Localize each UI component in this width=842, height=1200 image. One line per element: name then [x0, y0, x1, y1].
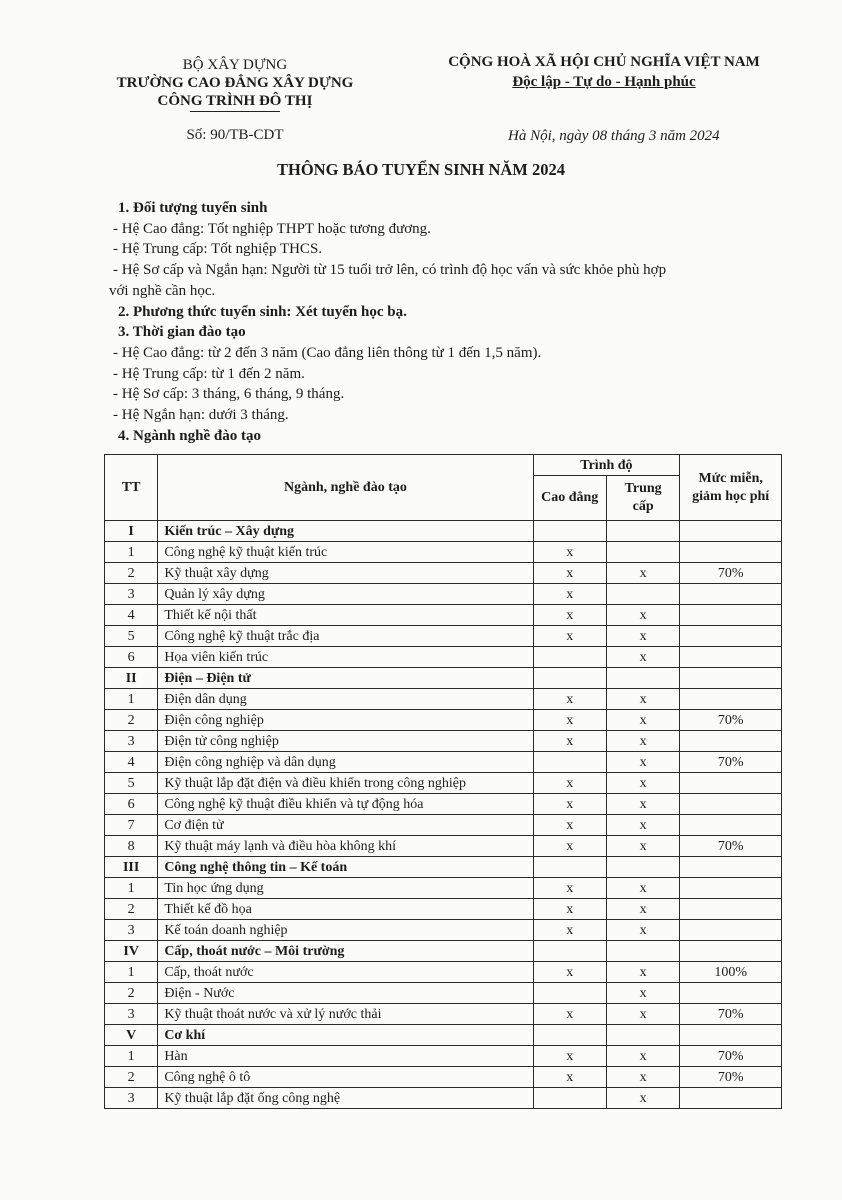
national-motto: Độc lập - Tự do - Hạnh phúc	[512, 74, 696, 90]
col-header-tc: Trung cấp	[606, 476, 679, 521]
row-number: 3	[105, 731, 158, 752]
row-number: 1	[105, 878, 158, 899]
body-line: - Hệ Ngắn hạn: dưới 3 tháng.	[113, 407, 289, 424]
program-name: Công nghệ kỹ thuật trắc địa	[158, 626, 533, 647]
tuition-discount	[680, 794, 782, 815]
table-row	[105, 542, 782, 563]
national-header	[404, 52, 804, 144]
group-name: Cơ khí	[158, 1025, 533, 1046]
table-row	[105, 689, 782, 710]
table-row	[105, 962, 782, 983]
table-row	[105, 1067, 782, 1088]
table-row	[105, 815, 782, 836]
tuition-discount	[680, 815, 782, 836]
college-level-mark: x	[533, 962, 606, 983]
row-number: 3	[105, 1004, 158, 1025]
tuition-discount	[680, 1088, 782, 1109]
intermediate-level-mark: x	[606, 920, 679, 941]
program-name: Thiết kế đồ họa	[158, 899, 533, 920]
tuition-discount	[680, 983, 782, 1004]
college-level-mark: x	[533, 878, 606, 899]
country-name: CỘNG HOÀ XÃ HỘI CHỦ NGHĨA VIỆT NAM	[448, 54, 760, 70]
table-row	[105, 1004, 782, 1025]
col-header-name: Ngành, nghề đào tạo	[158, 455, 533, 521]
table-group-row	[105, 668, 782, 689]
body-line: - Hệ Sơ cấp: 3 tháng, 6 tháng, 9 tháng.	[113, 386, 345, 403]
group-number: V	[105, 1025, 158, 1046]
group-name: Cấp, thoát nước – Môi trường	[158, 941, 533, 962]
body-line: - Hệ Cao đẳng: từ 2 đến 3 năm (Cao đẳng liên thông từ 1 đến 1,5 năm).	[113, 344, 542, 361]
program-name: Điện công nghiệp	[158, 710, 533, 731]
tuition-discount: 70%	[680, 563, 782, 584]
col-header-level: Trình độ	[533, 455, 680, 476]
school-name-line1: TRƯỜNG CAO ĐẲNG XÂY DỰNG	[116, 75, 354, 91]
ministry-name: BỘ XÂY DỰNG	[182, 57, 288, 73]
college-level-mark: x	[533, 836, 606, 857]
table-group-row	[105, 941, 782, 962]
intermediate-level-mark: x	[606, 962, 679, 983]
row-number: 2	[105, 563, 158, 584]
table-group-row	[105, 857, 782, 878]
intermediate-level-mark: x	[606, 689, 679, 710]
document-number: Số: 90/TB-CDT	[186, 127, 284, 143]
intermediate-level-mark: x	[606, 647, 679, 668]
intermediate-level-mark: x	[606, 1046, 679, 1067]
divider	[190, 111, 280, 112]
group-number: III	[105, 857, 158, 878]
college-level-mark: x	[533, 710, 606, 731]
tuition-discount: 70%	[680, 1046, 782, 1067]
group-name: Kiến trúc – Xây dựng	[158, 521, 533, 542]
college-level-mark: x	[533, 920, 606, 941]
empty-cell	[606, 1025, 679, 1046]
program-name: Điện công nghiệp và dân dụng	[158, 752, 533, 773]
table-row	[105, 752, 782, 773]
col-header-fee: Mức miễn, giảm học phí	[680, 455, 782, 521]
intermediate-level-mark: x	[606, 815, 679, 836]
college-level-mark: x	[533, 1004, 606, 1025]
tuition-discount	[680, 626, 782, 647]
program-name: Tin học ứng dụng	[158, 878, 533, 899]
table-row	[105, 899, 782, 920]
tuition-discount	[680, 731, 782, 752]
tuition-discount	[680, 899, 782, 920]
row-number: 4	[105, 752, 158, 773]
row-number: 7	[105, 815, 158, 836]
place-date: Hà Nội, ngày 08 tháng 3 năm 2024	[508, 128, 720, 144]
empty-cell	[680, 521, 782, 542]
tuition-discount: 100%	[680, 962, 782, 983]
school-name-line2: CÔNG TRÌNH ĐÔ THỊ	[157, 93, 313, 109]
section-heading: 1. Đối tượng tuyển sinh	[118, 200, 268, 216]
row-number: 1	[105, 689, 158, 710]
college-level-mark	[533, 752, 606, 773]
college-level-mark: x	[533, 899, 606, 920]
row-number: 5	[105, 626, 158, 647]
college-level-mark	[533, 983, 606, 1004]
tuition-discount: 70%	[680, 836, 782, 857]
table-row	[105, 878, 782, 899]
empty-cell	[533, 857, 606, 878]
group-name: Điện – Điện tử	[158, 668, 533, 689]
intermediate-level-mark: x	[606, 1088, 679, 1109]
document-title: THÔNG BÁO TUYỂN SINH NĂM 2024	[276, 160, 566, 179]
intermediate-level-mark: x	[606, 605, 679, 626]
program-name: Họa viên kiến trúc	[158, 647, 533, 668]
college-level-mark: x	[533, 1067, 606, 1088]
college-level-mark: x	[533, 605, 606, 626]
program-name: Công nghệ ô tô	[158, 1067, 533, 1088]
program-name: Hàn	[158, 1046, 533, 1067]
intermediate-level-mark: x	[606, 1004, 679, 1025]
row-number: 1	[105, 1046, 158, 1067]
empty-cell	[533, 668, 606, 689]
program-name: Điện - Nước	[158, 983, 533, 1004]
intermediate-level-mark: x	[606, 1067, 679, 1088]
intermediate-level-mark: x	[606, 563, 679, 584]
group-number: IV	[105, 941, 158, 962]
row-number: 5	[105, 773, 158, 794]
row-number: 3	[105, 920, 158, 941]
table-row	[105, 605, 782, 626]
college-level-mark: x	[533, 1046, 606, 1067]
empty-cell	[606, 521, 679, 542]
program-name: Công nghệ kỹ thuật kiến trúc	[158, 542, 533, 563]
body-line: - Hệ Sơ cấp và Ngắn hạn: Người từ 15 tuổi trở lên, có trình độ học vấn và sức khỏe phù hợp	[113, 262, 667, 279]
table-row	[105, 920, 782, 941]
row-number: 2	[105, 983, 158, 1004]
intermediate-level-mark: x	[606, 731, 679, 752]
row-number: 1	[105, 542, 158, 563]
group-number: I	[105, 521, 158, 542]
intermediate-level-mark	[606, 584, 679, 605]
intermediate-level-mark: x	[606, 899, 679, 920]
row-number: 3	[105, 1088, 158, 1109]
college-level-mark: x	[533, 815, 606, 836]
program-name: Kỹ thuật xây dựng	[158, 563, 533, 584]
college-level-mark: x	[533, 563, 606, 584]
body-line: - Hệ Trung cấp: từ 1 đến 2 năm.	[113, 365, 305, 382]
intermediate-level-mark: x	[606, 836, 679, 857]
table-row	[105, 731, 782, 752]
tuition-discount: 70%	[680, 710, 782, 731]
program-name: Kỹ thuật thoát nước và xử lý nước thải	[158, 1004, 533, 1025]
intermediate-level-mark: x	[606, 752, 679, 773]
col-header-tt: TT	[105, 455, 158, 521]
tuition-discount: 70%	[680, 752, 782, 773]
tuition-discount	[680, 920, 782, 941]
empty-cell	[533, 1025, 606, 1046]
document-body	[109, 198, 793, 446]
table-row	[105, 983, 782, 1004]
empty-cell	[533, 521, 606, 542]
empty-cell	[606, 668, 679, 689]
table-row	[105, 836, 782, 857]
tuition-discount	[680, 605, 782, 626]
program-name: Kỹ thuật máy lạnh và điều hòa không khí	[158, 836, 533, 857]
row-number: 6	[105, 647, 158, 668]
program-name: Cơ điện tử	[158, 815, 533, 836]
tuition-discount	[680, 584, 782, 605]
program-name: Quản lý xây dựng	[158, 584, 533, 605]
college-level-mark	[533, 647, 606, 668]
section-heading: 3. Thời gian đào tạo	[118, 324, 246, 341]
intermediate-level-mark: x	[606, 794, 679, 815]
tuition-discount	[680, 689, 782, 710]
body-line: với nghề cần học.	[109, 282, 216, 299]
program-name: Kế toán doanh nghiệp	[158, 920, 533, 941]
intermediate-level-mark: x	[606, 983, 679, 1004]
col-header-cd: Cao đẳng	[533, 476, 606, 521]
empty-cell	[606, 941, 679, 962]
program-name: Điện tử công nghiệp	[158, 731, 533, 752]
issuer-block	[100, 56, 370, 144]
group-number: II	[105, 668, 158, 689]
program-name: Công nghệ kỹ thuật điều khiển và tự động hóa	[158, 794, 533, 815]
section-line	[113, 302, 793, 323]
program-name: Kỹ thuật lắp đặt ống công nghệ	[158, 1088, 533, 1109]
body-line: - Hệ Trung cấp: Tốt nghiệp THCS.	[113, 241, 323, 258]
table-row	[105, 584, 782, 605]
row-number: 3	[105, 584, 158, 605]
program-name: Cấp, thoát nước	[158, 962, 533, 983]
college-level-mark: x	[533, 542, 606, 563]
table-row	[105, 563, 782, 584]
table-row	[105, 773, 782, 794]
table-row	[105, 647, 782, 668]
table-row	[105, 1046, 782, 1067]
table-row	[105, 794, 782, 815]
program-name: Thiết kế nội thất	[158, 605, 533, 626]
intermediate-level-mark: x	[606, 878, 679, 899]
empty-cell	[533, 941, 606, 962]
row-number: 2	[105, 1067, 158, 1088]
college-level-mark: x	[533, 626, 606, 647]
table-group-row	[105, 521, 782, 542]
table-row	[105, 1088, 782, 1109]
intermediate-level-mark: x	[606, 626, 679, 647]
empty-cell	[606, 857, 679, 878]
row-number: 4	[105, 605, 158, 626]
row-number: 1	[105, 962, 158, 983]
empty-cell	[680, 857, 782, 878]
program-name: Điện dân dụng	[158, 689, 533, 710]
section-text: Xét tuyển học bạ.	[291, 303, 407, 320]
tuition-discount	[680, 542, 782, 563]
college-level-mark: x	[533, 773, 606, 794]
row-number: 2	[105, 710, 158, 731]
section-heading: 4. Ngành nghề đào tạo	[118, 427, 261, 444]
tuition-discount: 70%	[680, 1067, 782, 1088]
body-line: - Hệ Cao đẳng: Tốt nghiệp THPT hoặc tương đương.	[113, 220, 431, 237]
empty-cell	[680, 668, 782, 689]
college-level-mark	[533, 1088, 606, 1109]
tuition-discount	[680, 773, 782, 794]
program-name: Kỹ thuật lắp đặt điện và điều khiển trong công nghiệp	[158, 773, 533, 794]
intermediate-level-mark: x	[606, 773, 679, 794]
group-name: Công nghệ thông tin – Kế toán	[158, 857, 533, 878]
table-body	[105, 521, 782, 1109]
college-level-mark: x	[533, 731, 606, 752]
table-row	[105, 626, 782, 647]
college-level-mark: x	[533, 689, 606, 710]
table-row	[105, 710, 782, 731]
college-level-mark: x	[533, 794, 606, 815]
tuition-discount	[680, 647, 782, 668]
table-group-row	[105, 1025, 782, 1046]
intermediate-level-mark	[606, 542, 679, 563]
tuition-discount	[680, 878, 782, 899]
row-number: 6	[105, 794, 158, 815]
tuition-discount: 70%	[680, 1004, 782, 1025]
college-level-mark: x	[533, 584, 606, 605]
intermediate-level-mark: x	[606, 710, 679, 731]
row-number: 8	[105, 836, 158, 857]
empty-cell	[680, 941, 782, 962]
empty-cell	[680, 1025, 782, 1046]
row-number: 2	[105, 899, 158, 920]
programs-table	[104, 454, 782, 1109]
section-heading: 2. Phương thức tuyển sinh:	[118, 303, 292, 320]
